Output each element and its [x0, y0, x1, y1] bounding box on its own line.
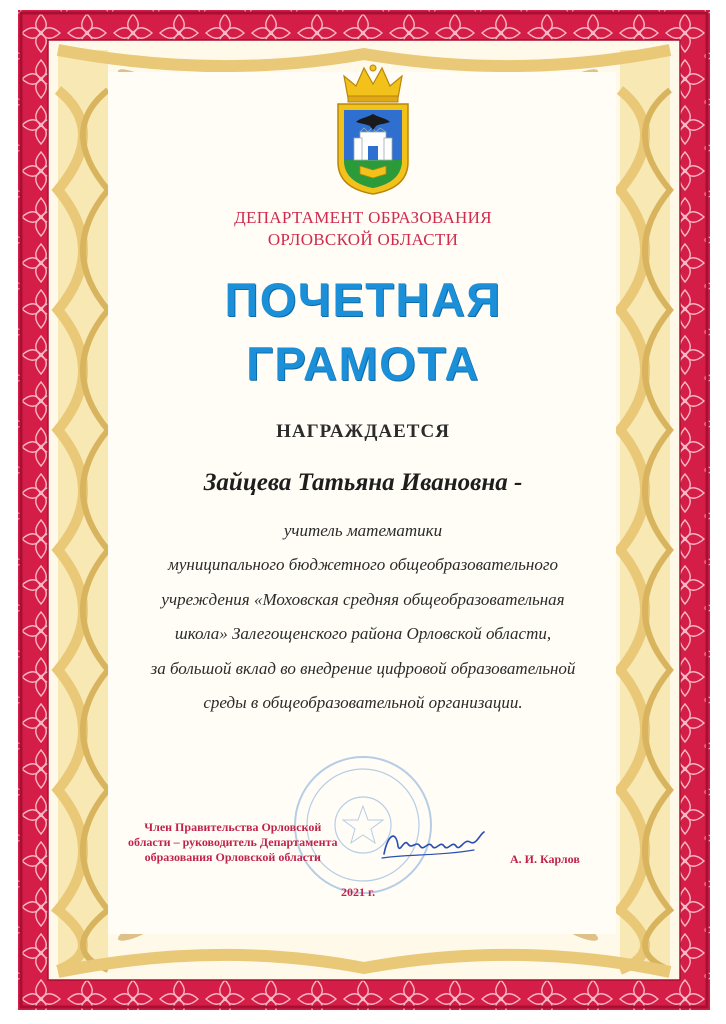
signer-name: А. И. Карлов — [510, 852, 580, 866]
body-line-2: муниципального бюджетного общеобразовательного — [168, 555, 558, 574]
signer-position — [128, 820, 338, 865]
signer-position-line-2: области – руководитель Департамента — [128, 835, 338, 849]
department-line-1: ДЕПАРТАМЕНТ ОБРАЗОВАНИЯ — [234, 208, 492, 227]
department-line-2: ОРЛОВСКОЙ ОБЛАСТИ — [267, 230, 459, 249]
title-line-2: ГРАМОТА — [246, 337, 480, 390]
signer-position-line-1: Член Правительства Орловской — [144, 820, 322, 834]
body-line-6: среды в общеобразовательной организации. — [203, 693, 523, 712]
signer-position-line-3: образования Орловской области — [144, 850, 321, 864]
issue-year: 2021 г. — [341, 885, 376, 899]
awarded-label: НАГРАЖДАЕТСЯ — [276, 421, 450, 442]
body-line-4: школа» Залегощенского района Орловской области, — [174, 624, 552, 643]
title-line-1: ПОЧЕТНАЯ — [224, 273, 502, 326]
handwritten-signature-icon — [378, 824, 488, 864]
body-line-3: учреждения «Моховская средняя общеобразовательная — [161, 590, 565, 609]
recipient-name: Зайцева Татьяна Ивановна - — [203, 469, 523, 496]
body-line-5: за большой вклад во внедрение цифровой образовательной — [150, 659, 576, 678]
body-line-1: учитель математики — [283, 521, 443, 540]
